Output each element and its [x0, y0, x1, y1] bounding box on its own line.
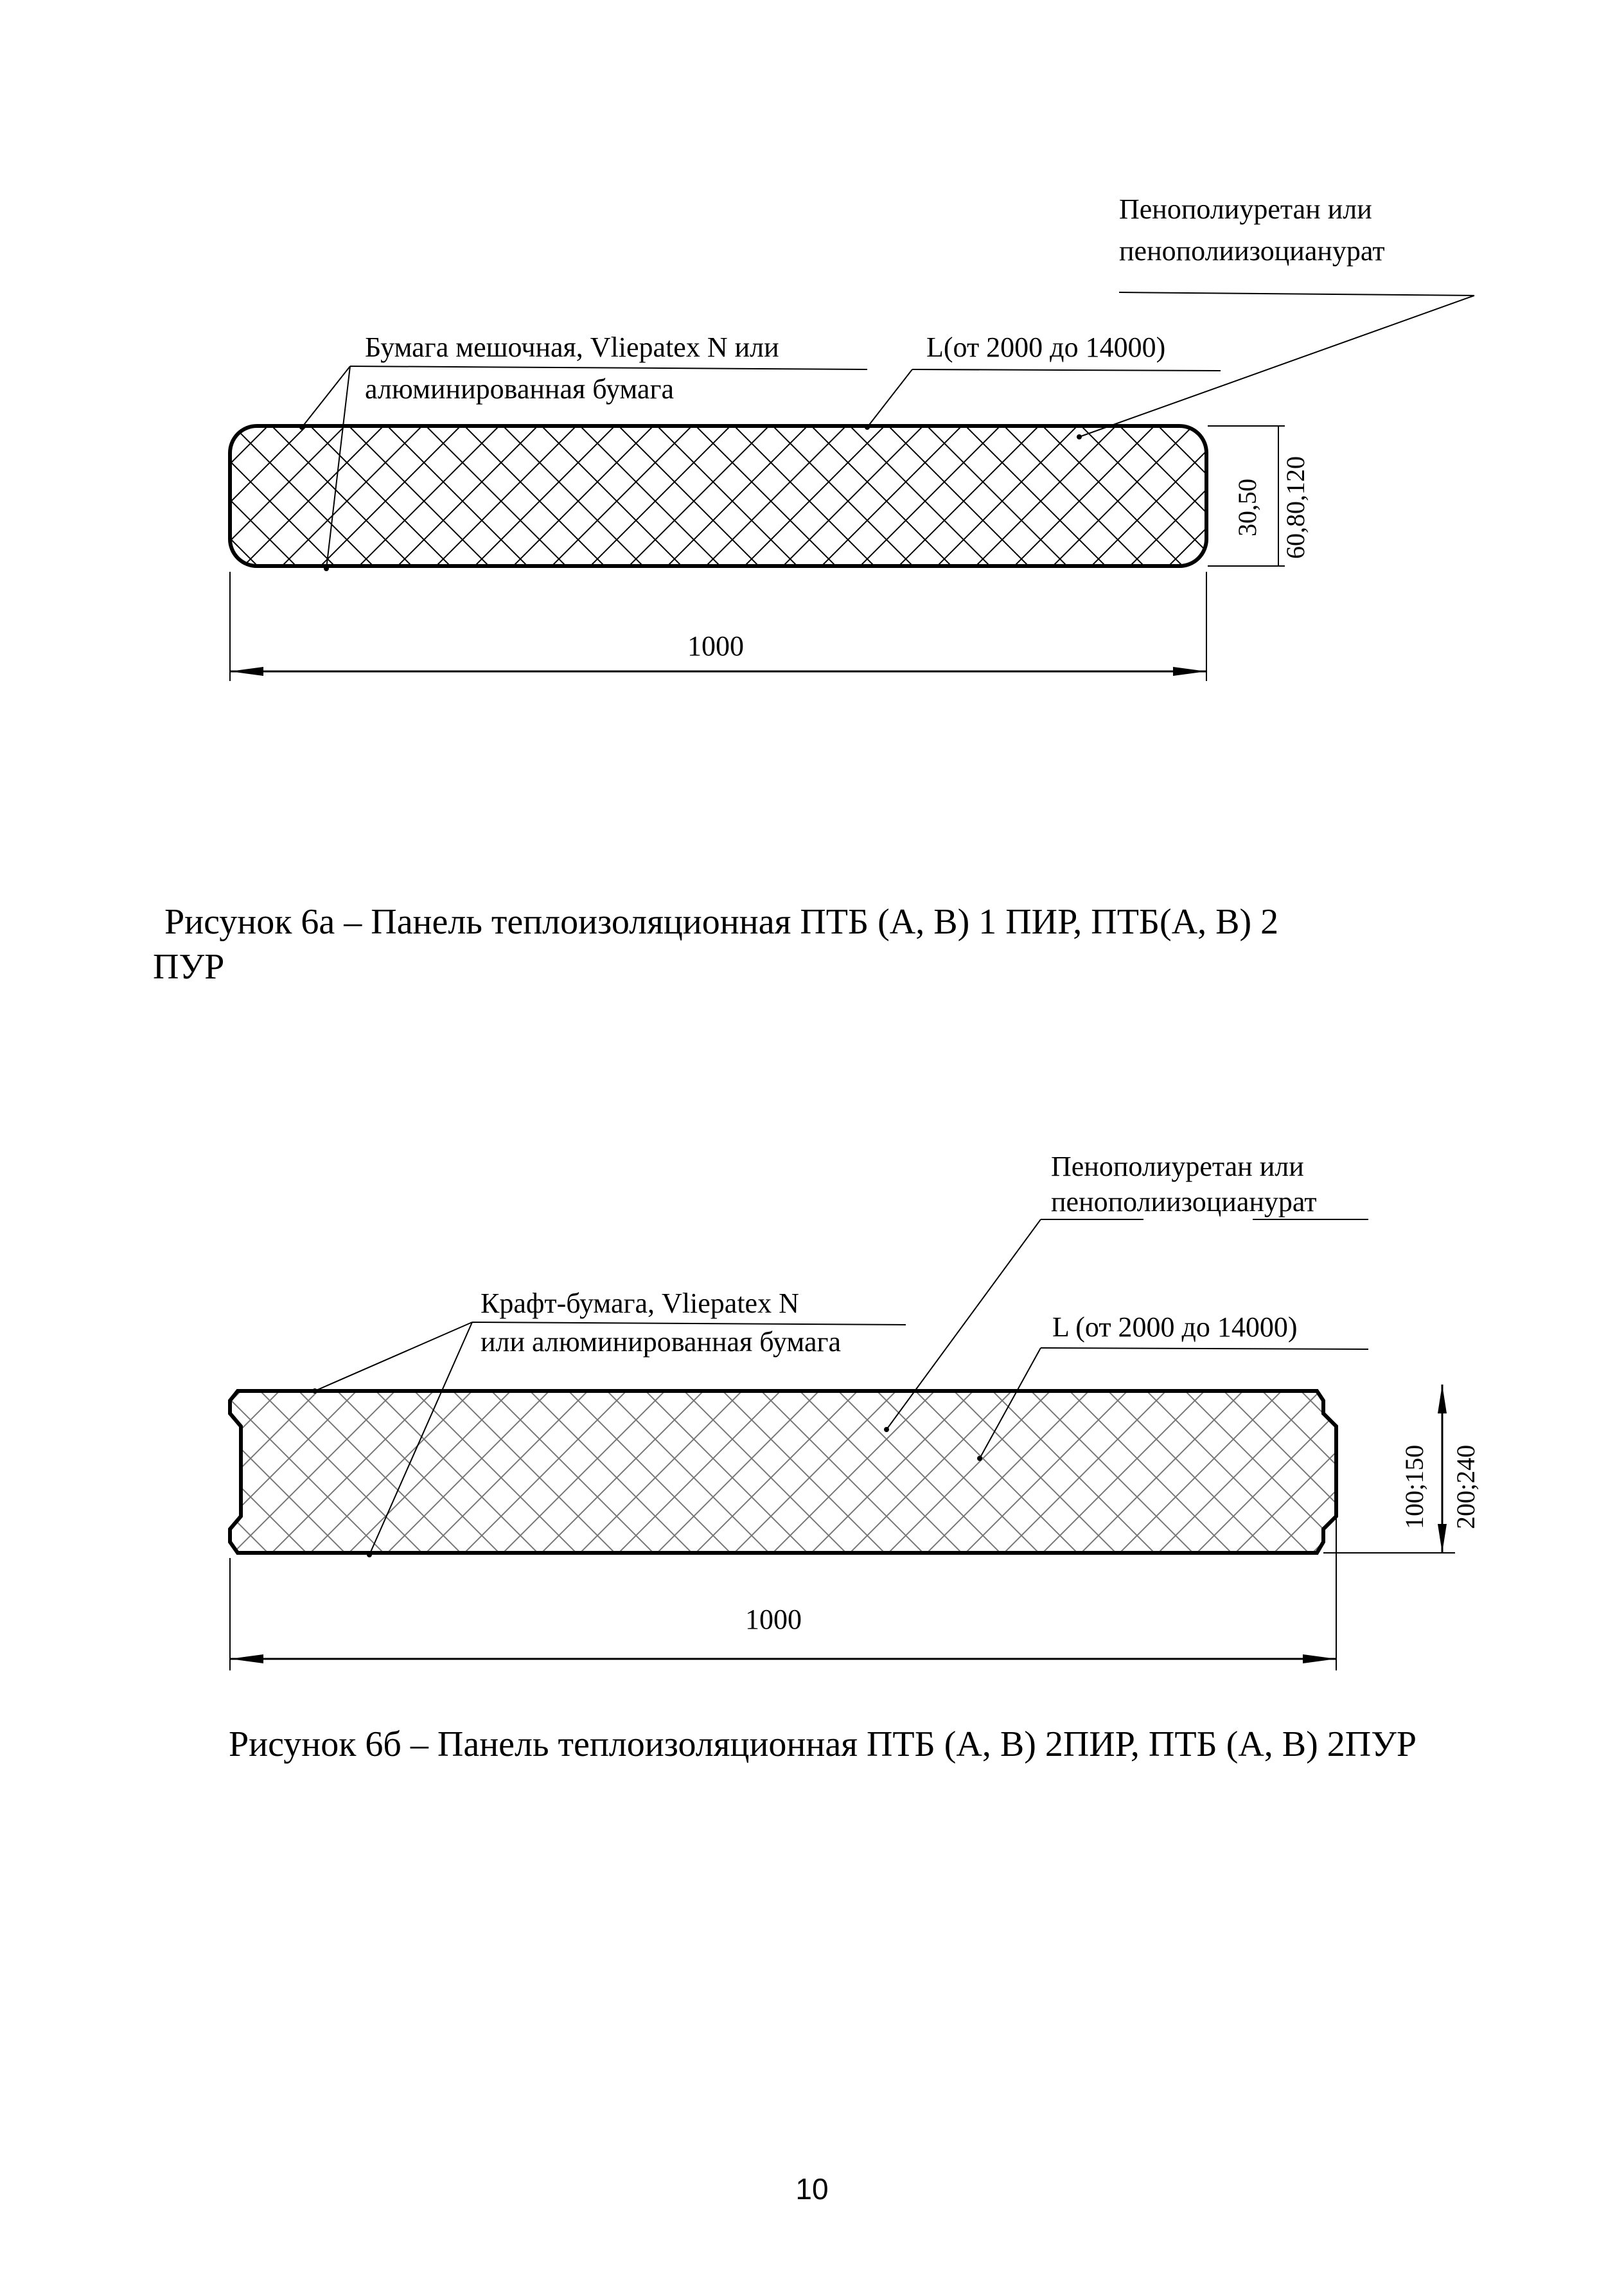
length-label-b: L (от 2000 до 14000) — [1052, 1311, 1298, 1343]
figure-6b — [0, 1092, 1624, 1703]
facing-leader-a-1 — [302, 366, 350, 427]
facing-label-b-2: или алюминированная бумага — [481, 1326, 842, 1358]
caption-6b: Рисунок 6б – Панель теплоизоляционная ПТБ (А, В) 2ПИР, ПТБ (А, В) 2ПУР — [229, 1724, 1417, 1764]
page-number: 10 — [795, 2172, 829, 2206]
facing-label-b-1: Крафт-бумага, Vliepatex N — [481, 1288, 799, 1319]
core-label-a-1: Пенополиуретан или — [1119, 193, 1372, 225]
thickness-label-b-1: 100;150 — [1400, 1444, 1429, 1529]
panel-a-core — [230, 426, 1206, 566]
facing-label-a-1: Бумага мешочная, Vliepatex N или — [365, 332, 779, 363]
thickness-label-a-2: 60,80,120 — [1281, 456, 1310, 559]
panel-b-core — [225, 1388, 1343, 1558]
core-label-b-2: пенополиизоцианурат — [1051, 1186, 1317, 1217]
facing-label-a-2: алюминированная бумага — [365, 373, 675, 405]
core-leader-a — [1079, 296, 1474, 437]
caption-6a-line1: Рисунок 6а – Панель теплоизоляционная ПТБ (А, В) 1 ПИР, ПТБ(А, В) 2 — [164, 902, 1279, 942]
core-label-a-2: пенополиизоцианурат — [1119, 235, 1385, 267]
thickness-label-b-2: 200;240 — [1451, 1444, 1480, 1529]
figure-6a — [0, 0, 1624, 771]
facing-leader-b-1 — [315, 1322, 472, 1391]
caption-6a — [164, 899, 1501, 944]
caption-6a-line2: ПУР — [153, 947, 225, 987]
length-leader-a — [867, 369, 912, 427]
thickness-label-a-1: 30,50 — [1233, 479, 1262, 536]
width-label-a: 1000 — [687, 630, 744, 662]
core-label-b-1: Пенополиуретан или — [1051, 1151, 1304, 1182]
length-label-a: L(от 2000 до 14000) — [926, 332, 1166, 363]
width-label-b: 1000 — [745, 1604, 802, 1635]
